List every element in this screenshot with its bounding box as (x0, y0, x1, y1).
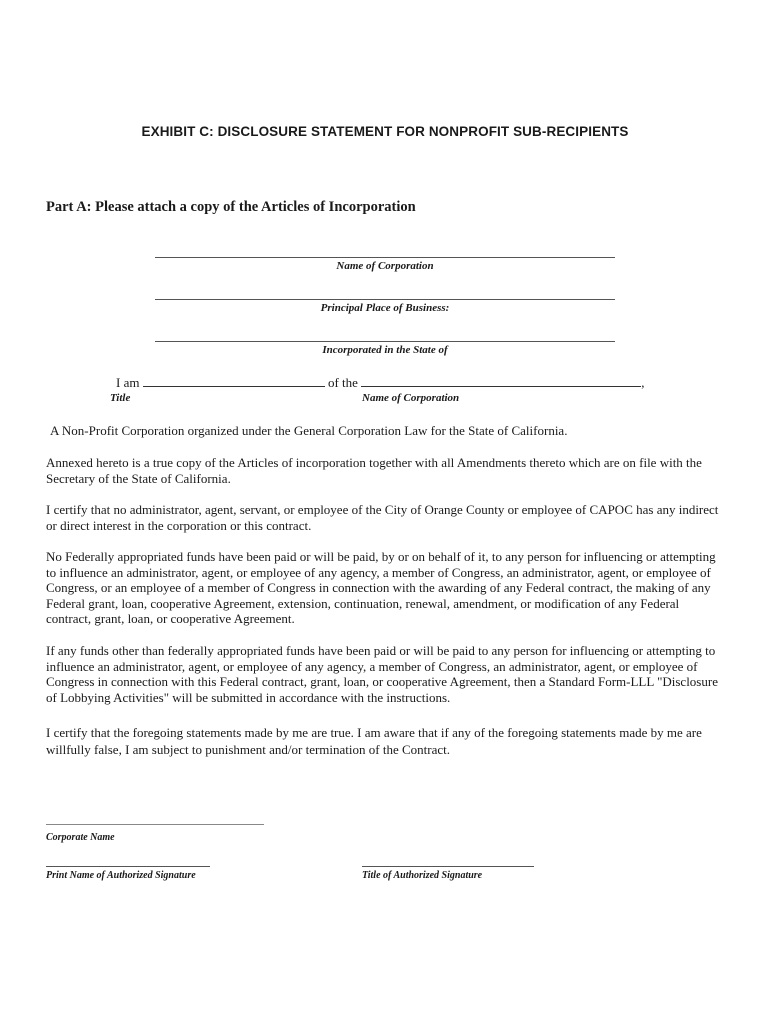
corporation-caption: Name of Corporation (362, 392, 460, 404)
document-title: EXHIBIT C: DISCLOSURE STATEMENT FOR NONPROFIT SUB-RECIPIENTS (141, 124, 629, 139)
i-am-middle: of the (327, 375, 358, 390)
corporate-name-line[interactable] (46, 824, 264, 825)
part-a-heading: Part A: Please attach a copy of the Articles of Incorporation (46, 199, 416, 215)
print-name-caption: Print Name of Authorized Signature (46, 870, 196, 881)
title-caption: Title (110, 392, 131, 404)
principal-place-caption: Principal Place of Business: (320, 302, 450, 314)
paragraph-other-funds: If any funds other than federally appropriated funds have been paid or will be paid to any person for influencing or attempting to influence an administrator, agent, or employee of any agency, a member of Congress, an administrator, agent, or employee of Congress in connection with this Federal contract, grant, loan, or cooperative Agreement, then a Standard Form-LLL "Disclosure of Lobbying Activities" will be submitted in accordance with the instructions. (46, 643, 718, 705)
paragraph-certify-true: I certify that the foregoing statements made by me are true. I am aware that if any of the foregoing statements made by me are willfully false, I am subject to punishment and/or termination of the Contract. (46, 725, 702, 757)
i-am-line (116, 375, 644, 391)
paragraph-certify-interest: I certify that no administrator, agent, servant, or employee of the City of Orange County or employee of CAPOC has any indirect or direct interest in the corporation or this contract. (46, 502, 719, 533)
title-blank[interactable] (143, 376, 325, 387)
corporate-name-caption: Corporate Name (46, 832, 115, 843)
corporation-name-line[interactable] (155, 257, 615, 258)
paragraph-federal-funds: No Federally appropriated funds have been paid or will be paid, by or on behalf of it, to any person for influencing or attempting to influence an administrator, agent, or employee of any agency, a member of Congress, an administrator, agent, or employee of Congress, or an employee of a member of Congress in connection with the awarding of any Federal contract, the making of any Federal grant, loan, cooperative Agreement, extension, continuation, renewal, amendment, or modification of any Federal contract, grant, loan, or cooperative Agreement. (46, 549, 716, 627)
paragraph-annexed: Annexed hereto is a true copy of the Articles of incorporation together with all Amendments thereto which are on file with the Secretary of the State of California. (46, 455, 702, 486)
corporation-blank[interactable] (361, 376, 641, 387)
print-name-line[interactable] (46, 866, 210, 867)
i-am-suffix: , (641, 375, 645, 390)
incorporated-state-caption: Incorporated in the State of (322, 344, 448, 356)
corporation-name-caption: Name of Corporation (336, 260, 434, 272)
paragraph-nonprofit: A Non-Profit Corporation organized under the General Corporation Law for the State of California. (50, 423, 568, 438)
incorporated-state-line[interactable] (155, 341, 615, 342)
principal-place-line[interactable] (155, 299, 615, 300)
title-signature-caption: Title of Authorized Signature (362, 870, 483, 881)
title-signature-line[interactable] (362, 866, 534, 867)
i-am-prefix: I am (116, 375, 140, 390)
